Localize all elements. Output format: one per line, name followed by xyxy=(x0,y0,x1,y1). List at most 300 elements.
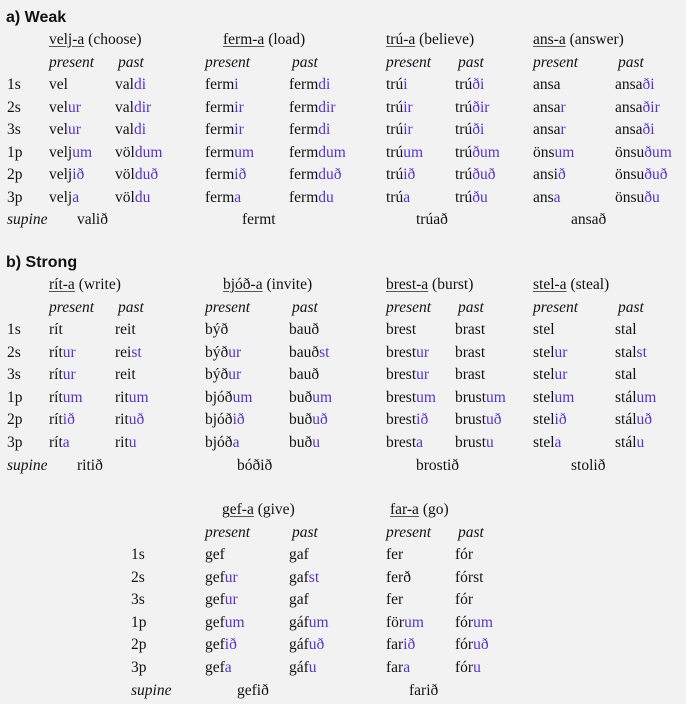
present-form xyxy=(533,166,566,184)
past-form xyxy=(115,434,137,452)
past-form xyxy=(615,144,672,162)
supine-form: bóðið xyxy=(237,457,273,474)
form-ending: duð xyxy=(318,166,342,183)
past-form xyxy=(455,189,488,207)
form-stem: ferm xyxy=(205,188,235,206)
form-stem: rei xyxy=(115,343,132,361)
form-stem: trú xyxy=(386,76,404,93)
form-ending: a xyxy=(224,658,232,676)
form-stem: gáf xyxy=(289,613,309,631)
past-form xyxy=(455,121,484,139)
present-form xyxy=(205,321,228,339)
present-form xyxy=(386,144,423,162)
past-form xyxy=(615,189,660,207)
past-header: past xyxy=(292,54,318,71)
past-form xyxy=(455,614,493,632)
present-form xyxy=(386,166,415,184)
form-ending: ur xyxy=(554,343,568,361)
form-ending: r xyxy=(560,121,566,138)
present-header: present xyxy=(386,54,432,71)
past-form xyxy=(615,166,668,184)
present-form xyxy=(205,121,244,139)
past-form xyxy=(115,144,162,162)
form-stem: völ xyxy=(115,188,135,206)
past-header: past xyxy=(118,299,144,316)
past-form xyxy=(289,636,324,654)
past-form xyxy=(455,166,495,184)
present-form xyxy=(386,189,410,207)
form-stem: fór xyxy=(455,658,474,676)
verb-gloss: (go) xyxy=(418,501,449,518)
form-ending: a xyxy=(72,188,80,206)
form-stem: stel xyxy=(533,321,555,338)
past-form xyxy=(615,389,656,407)
form-ending: i xyxy=(403,76,408,93)
form-ending: uð xyxy=(473,636,489,653)
form-stem: trú xyxy=(455,98,473,116)
section-title: a) Weak xyxy=(6,9,67,26)
verb-stem: ferm-a xyxy=(223,31,265,48)
form-ending: ði xyxy=(472,76,485,93)
form-stem: gef xyxy=(205,613,225,631)
present-header: present xyxy=(49,299,95,316)
verb-title xyxy=(386,276,473,294)
form-stem: trú xyxy=(455,188,473,206)
present-form xyxy=(205,76,239,94)
supine-form: valið xyxy=(77,211,108,228)
form-stem: ansi xyxy=(533,166,558,183)
past-header: past xyxy=(618,54,644,71)
present-form xyxy=(533,144,574,162)
form-stem: fór xyxy=(455,591,474,608)
verb-stem: trú-a xyxy=(386,31,416,48)
person-label: 1s xyxy=(7,76,21,93)
past-header: past xyxy=(458,299,484,316)
supine-form: brostið xyxy=(416,457,460,474)
form-stem: gáf xyxy=(289,658,309,676)
verb-gloss: (invite) xyxy=(262,276,313,293)
form-ending: um xyxy=(554,143,575,161)
form-stem: ansa xyxy=(533,76,561,93)
present-form xyxy=(205,614,245,632)
form-ending: ðum xyxy=(644,143,672,161)
form-ending: um xyxy=(72,143,93,161)
present-form xyxy=(205,659,232,677)
form-ending: a xyxy=(553,188,561,206)
form-ending: ði xyxy=(472,121,485,138)
past-header: past xyxy=(458,54,484,71)
form-stem: trú xyxy=(386,121,404,138)
form-stem: stál xyxy=(615,433,637,451)
form-stem: rít xyxy=(49,433,63,451)
form-stem: völ xyxy=(115,143,135,161)
form-stem: buð xyxy=(289,433,313,451)
form-stem: val xyxy=(115,121,134,138)
form-stem: býð xyxy=(205,343,229,361)
present-form xyxy=(49,144,92,162)
form-stem: stel xyxy=(533,433,555,451)
past-form xyxy=(615,366,637,384)
form-stem: ferm xyxy=(205,76,235,93)
form-ending: di xyxy=(133,121,146,138)
verb-gloss: (give) xyxy=(253,501,295,518)
form-ending: i xyxy=(234,76,239,93)
past-form xyxy=(289,389,332,407)
past-form xyxy=(289,76,330,94)
form-stem: val xyxy=(115,76,134,93)
present-form xyxy=(533,389,574,407)
form-stem: ferm xyxy=(289,143,319,161)
form-ending: um xyxy=(224,613,245,631)
past-form xyxy=(615,99,660,117)
verb-title xyxy=(223,276,312,294)
past-form xyxy=(115,121,146,139)
form-stem: vel xyxy=(49,98,68,116)
past-form xyxy=(455,434,494,452)
present-form xyxy=(205,189,241,207)
present-form xyxy=(386,366,429,384)
past-header: past xyxy=(292,299,318,316)
form-stem: rít xyxy=(49,366,63,383)
form-ending: di xyxy=(318,121,331,138)
present-form xyxy=(205,144,254,162)
form-stem: brast xyxy=(455,321,486,338)
form-stem: bjóð xyxy=(205,433,233,451)
form-ending: ðuð xyxy=(472,166,496,183)
form-stem: stel xyxy=(533,366,555,383)
form-ending: a xyxy=(232,433,240,451)
form-stem: brest xyxy=(386,366,417,383)
form-ending: dum xyxy=(318,143,346,161)
form-stem: brest xyxy=(386,433,417,451)
form-ending: u xyxy=(636,433,645,451)
form-stem: rit xyxy=(115,433,129,451)
past-header: past xyxy=(458,524,484,541)
form-stem: ferð xyxy=(386,568,411,586)
past-form xyxy=(615,76,655,94)
past-form xyxy=(289,189,334,207)
form-stem: trú xyxy=(455,143,473,161)
verb-gloss: (write) xyxy=(74,276,121,293)
supine-label: supine xyxy=(7,211,48,228)
past-form xyxy=(615,411,652,429)
form-stem: rit xyxy=(115,388,129,406)
past-form xyxy=(289,321,319,339)
past-form xyxy=(289,411,328,429)
form-stem: gef xyxy=(205,546,225,563)
past-form xyxy=(455,344,485,362)
form-ending: du xyxy=(134,188,151,206)
form-stem: völ xyxy=(115,166,135,183)
form-stem: fór xyxy=(455,636,474,653)
form-stem: ferm xyxy=(205,121,235,138)
past-form xyxy=(115,366,136,384)
form-ending: ur xyxy=(67,121,81,138)
form-stem: rít xyxy=(49,321,63,338)
form-ending: ur xyxy=(554,366,568,383)
form-ending: a xyxy=(403,658,411,676)
past-form xyxy=(115,99,151,117)
past-form xyxy=(289,569,319,587)
past-form xyxy=(115,389,149,407)
verb-title xyxy=(49,276,121,294)
verb-title xyxy=(222,501,295,519)
form-stem: gef xyxy=(205,568,225,586)
form-ending: st xyxy=(308,568,320,586)
form-ending: ur xyxy=(224,568,238,586)
present-form xyxy=(49,76,68,94)
past-form xyxy=(289,344,329,362)
form-stem: stal xyxy=(615,321,637,338)
past-form xyxy=(289,614,329,632)
verb-title xyxy=(49,31,142,49)
present-form xyxy=(49,411,75,429)
form-ending: a xyxy=(554,433,562,451)
present-header: present xyxy=(533,54,579,71)
person-label: 2p xyxy=(7,166,23,183)
form-stem: ansa xyxy=(615,98,643,116)
present-form xyxy=(533,434,561,452)
form-stem: brest xyxy=(386,343,417,361)
present-form xyxy=(386,591,403,609)
form-ending: ðu xyxy=(472,188,488,206)
form-stem: önsu xyxy=(615,166,645,183)
present-form xyxy=(205,99,244,117)
form-ending: ið xyxy=(403,636,416,653)
past-form xyxy=(615,321,637,339)
form-ending: um xyxy=(404,613,424,631)
present-header: present xyxy=(386,299,432,316)
form-stem: bauð xyxy=(289,366,320,383)
present-form xyxy=(49,321,63,339)
present-form xyxy=(386,546,403,564)
form-stem: bjóð xyxy=(205,411,233,428)
form-stem: brast xyxy=(455,366,486,383)
present-header: present xyxy=(205,299,251,316)
form-stem: trú xyxy=(386,143,404,161)
present-form xyxy=(386,614,424,632)
present-header: present xyxy=(49,54,95,71)
form-ending: um xyxy=(403,143,424,161)
form-ending: st xyxy=(131,343,142,361)
past-form xyxy=(455,591,473,609)
form-ending: ðir xyxy=(472,98,490,116)
past-form xyxy=(115,166,158,184)
present-form xyxy=(205,344,241,362)
present-form xyxy=(386,344,429,362)
present-form xyxy=(533,76,561,94)
present-form xyxy=(533,321,555,339)
supine-form: stolið xyxy=(571,457,606,474)
verb-gloss: (burst) xyxy=(428,276,474,293)
past-form xyxy=(115,189,150,207)
person-label: 3p xyxy=(131,658,147,676)
present-form xyxy=(386,321,416,339)
form-stem: stál xyxy=(615,411,637,428)
form-stem: ans xyxy=(533,188,554,206)
present-header: present xyxy=(205,54,251,71)
form-ending: st xyxy=(636,343,647,361)
form-ending: u xyxy=(308,658,317,676)
person-label: 1s xyxy=(131,546,145,563)
present-form xyxy=(205,636,237,654)
past-header: past xyxy=(118,54,144,71)
form-ending: du xyxy=(318,188,334,206)
form-ending: u xyxy=(473,658,481,676)
form-ending: ur xyxy=(228,366,242,383)
form-ending: uð xyxy=(312,411,328,428)
form-ending: um xyxy=(554,388,575,406)
form-ending: st xyxy=(319,343,330,361)
form-stem: stel xyxy=(533,411,555,428)
form-ending: um xyxy=(62,388,83,406)
present-form xyxy=(205,546,225,564)
form-stem: brust xyxy=(455,433,486,451)
form-ending: a xyxy=(416,433,424,451)
verb-gloss: (believe) xyxy=(415,31,475,48)
present-form xyxy=(49,366,76,384)
present-form xyxy=(205,591,238,609)
form-stem: býð xyxy=(205,366,229,383)
form-ending: ið xyxy=(224,636,237,653)
form-stem: för xyxy=(386,613,405,631)
form-ending: ur xyxy=(62,366,76,383)
form-ending: um xyxy=(232,388,253,406)
form-stem: gáf xyxy=(289,636,309,653)
form-stem: far xyxy=(386,636,404,653)
form-stem: reit xyxy=(115,366,136,383)
form-stem: ferm xyxy=(289,121,319,138)
past-form xyxy=(289,546,309,564)
form-ending: ur xyxy=(416,343,430,361)
past-form xyxy=(455,321,485,339)
form-stem: rít xyxy=(49,388,63,406)
form-stem: rít xyxy=(49,411,63,428)
form-stem: ferm xyxy=(205,166,235,183)
supine-form: trúað xyxy=(416,211,448,228)
verb-gloss: (choose) xyxy=(84,31,142,48)
present-form xyxy=(533,366,567,384)
verb-title xyxy=(533,276,609,294)
present-form xyxy=(49,99,81,117)
form-stem: ansa xyxy=(615,76,643,93)
present-form xyxy=(49,121,81,139)
form-ending: ur xyxy=(228,343,242,361)
form-ending: ir xyxy=(403,98,413,116)
form-ending: um xyxy=(234,143,255,161)
past-form xyxy=(289,144,346,162)
form-ending: um xyxy=(636,388,657,406)
form-ending: ið xyxy=(72,166,85,183)
form-stem: ferm xyxy=(289,76,319,93)
form-ending: um xyxy=(416,388,436,406)
form-ending: a xyxy=(403,188,411,206)
form-stem: vel xyxy=(49,76,68,93)
person-label: 1p xyxy=(7,388,23,406)
supine-form: ritið xyxy=(77,457,103,474)
present-form xyxy=(49,434,70,452)
verb-stem: bjóð-a xyxy=(223,276,263,293)
verb-stem: velj-a xyxy=(49,31,85,48)
person-label: 1s xyxy=(7,321,21,338)
form-ending: uð xyxy=(128,411,145,428)
form-stem: stel xyxy=(533,343,555,361)
form-stem: fór xyxy=(455,613,474,631)
past-form xyxy=(615,434,644,452)
past-form xyxy=(455,411,502,429)
form-ending: ur xyxy=(224,591,238,608)
supine-form: gefið xyxy=(237,682,269,699)
form-stem: brast xyxy=(455,343,486,361)
form-ending: um xyxy=(308,613,329,631)
form-ending: uð xyxy=(486,411,502,428)
form-ending: um xyxy=(473,613,493,631)
form-stem: buð xyxy=(289,411,313,428)
verb-stem: ans-a xyxy=(533,31,566,48)
form-stem: far xyxy=(386,658,404,676)
form-ending: ið xyxy=(403,166,416,183)
past-form xyxy=(455,389,506,407)
past-form xyxy=(115,321,136,339)
form-stem: gef xyxy=(205,591,225,608)
form-stem: bjóð xyxy=(205,388,233,406)
form-ending: r xyxy=(560,98,566,116)
form-stem: ansa xyxy=(615,121,643,138)
form-ending: ðuð xyxy=(644,166,668,183)
form-ending: a xyxy=(62,433,70,451)
supine-label: supine xyxy=(131,682,172,699)
person-label: 3s xyxy=(7,121,21,138)
present-form xyxy=(533,121,566,139)
form-ending: dum xyxy=(134,143,163,161)
past-form xyxy=(289,591,309,609)
form-ending: u xyxy=(128,433,137,451)
form-stem: vel xyxy=(49,121,68,138)
form-ending: u xyxy=(312,433,320,451)
form-ending: ur xyxy=(62,343,76,361)
form-ending: dir xyxy=(133,98,152,116)
form-stem: trú xyxy=(455,76,473,93)
form-stem: ferm xyxy=(289,98,319,116)
present-form xyxy=(386,389,436,407)
verb-gloss: (load) xyxy=(264,31,306,48)
form-ending: ur xyxy=(67,98,81,116)
verb-title xyxy=(386,31,474,49)
present-form xyxy=(386,76,408,94)
form-ending: di xyxy=(318,76,331,93)
form-ending: ið xyxy=(234,166,247,183)
past-form xyxy=(289,434,320,452)
present-form xyxy=(205,166,246,184)
person-label: 2s xyxy=(7,98,21,116)
form-stem: önsu xyxy=(615,143,645,161)
supine-form: farið xyxy=(409,682,439,699)
form-ending: ið xyxy=(62,411,75,428)
verb-title xyxy=(533,31,624,49)
past-form xyxy=(615,344,647,362)
form-stem: gef xyxy=(205,658,225,676)
form-stem: ansa xyxy=(533,98,561,116)
form-stem: rit xyxy=(115,411,129,428)
past-form xyxy=(615,121,655,139)
past-form xyxy=(115,411,144,429)
form-stem: reit xyxy=(115,321,136,338)
present-form xyxy=(49,166,84,184)
form-stem: gaf xyxy=(289,568,309,586)
form-ending: ið xyxy=(416,411,429,428)
form-stem: bauð xyxy=(289,321,320,338)
present-form xyxy=(533,411,567,429)
